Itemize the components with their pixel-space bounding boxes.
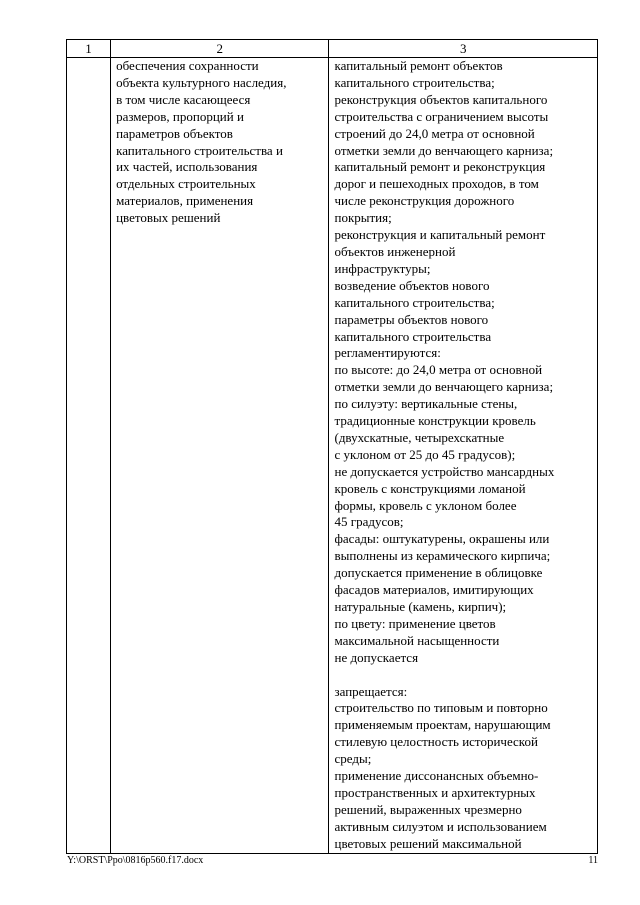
text-line: параметры объектов нового (334, 311, 489, 327)
text-line: традиционные конструкции кровель (334, 413, 536, 429)
footer-page-number: 11 (588, 855, 598, 866)
text-line: реконструкция объектов капитального (334, 91, 548, 107)
text-line: параметров объектов (116, 125, 233, 141)
text-line: строений до 24,0 метра от основной (334, 125, 535, 141)
text-line: фасадов материалов, имитирующих (334, 582, 534, 598)
text-line: цветовых решений максимальной (334, 835, 522, 851)
table-header-row (67, 40, 598, 58)
text-line (334, 667, 597, 684)
text-line: натуральные (камень, кирпич); (334, 599, 507, 614)
text-line: капитального строительства; (334, 294, 495, 310)
text-line: капитальный ремонт объектов (334, 58, 503, 73)
col2-lines (111, 58, 328, 227)
table-cell-col3 (329, 58, 598, 854)
text-line: не допускается (334, 649, 419, 665)
text-line: строительства с ограничением высоты (334, 108, 549, 124)
text-line: покрытия; (334, 210, 392, 226)
text-line: по высоте: до 24,0 метра от основной (334, 362, 543, 378)
text-line: цветовых решений (116, 210, 221, 226)
document-table (66, 39, 598, 854)
text-line: 45 градусов; (334, 514, 404, 530)
header-cell-3: 3 (329, 40, 598, 58)
text-line: в том числе касающееся (116, 91, 251, 107)
header-cell-1: 1 (67, 40, 111, 58)
text-line: отметки земли до венчающего карниза; (334, 142, 554, 158)
text-line: выполнены из керамического кирпича; (334, 548, 551, 564)
text-line: объекта культурного наследия, (116, 74, 287, 90)
text-line: фасады: оштукатурены, окрашены или (334, 531, 550, 547)
text-line: пространственных и архитектурных (334, 784, 536, 800)
text-line: числе реконструкция дорожного (334, 193, 515, 209)
text-line: обеспечения сохранности (116, 58, 259, 73)
text-line: по силуэту: вертикальные стены, (334, 396, 518, 412)
text-line: стилевую целостность исторической (334, 734, 538, 750)
footer-file-path: Y:\ORST\Ppo\0816p560.f17.docx (67, 855, 204, 866)
text-line: (двухскатные, четырехскатные (334, 429, 505, 445)
text-line: максимальной насыщенности (334, 632, 500, 648)
text-line: не допускается устройство мансардных (334, 463, 555, 479)
text-line: капитального строительства; (334, 74, 495, 90)
text-line: применение диссонансных объемно- (334, 768, 539, 784)
text-line: материалов, применения (116, 193, 254, 209)
text-line: среды; (334, 751, 372, 767)
table-cell-col2 (111, 58, 329, 854)
col3-lines (329, 58, 597, 853)
text-line: решений, выраженных чрезмерно (334, 801, 522, 817)
text-line: их частей, использования (116, 159, 258, 175)
text-line: отметки земли до венчающего карниза; (334, 379, 554, 395)
table-row (67, 58, 598, 854)
text-line: дорог и пешеходных проходов, в том (334, 176, 539, 192)
text-line: отдельных строительных (116, 176, 256, 192)
text-line: формы, кровель с уклоном более (334, 497, 517, 513)
text-line: регламентируются: (334, 345, 441, 361)
header-cell-2: 2 (111, 40, 329, 58)
text-line: инфраструктуры; (334, 260, 431, 276)
text-line: кровель с конструкциями ломаной (334, 480, 526, 496)
text-line: объектов инженерной (334, 243, 456, 259)
text-line: строительство по типовым и повторно (334, 700, 548, 716)
table-cell-col1 (67, 58, 111, 854)
text-line: активным силуэтом и использованием (334, 818, 547, 834)
text-line: применяемым проектам, нарушающим (334, 717, 551, 733)
text-line: с уклоном от 25 до 45 градусов); (334, 446, 516, 462)
text-line: по цвету: применение цветов (334, 615, 496, 631)
text-line: капитального строительства (334, 328, 492, 344)
text-line: запрещается: (334, 683, 408, 699)
text-line: капитальный ремонт и реконструкция (334, 159, 546, 175)
text-line: реконструкция и капитальный ремонт (334, 227, 546, 243)
text-line: капитального строительства и (116, 142, 283, 158)
text-line: возведение объектов нового (334, 277, 490, 293)
text-line: допускается применение в облицовке (334, 565, 543, 581)
text-line: размеров, пропорций и (116, 108, 244, 124)
